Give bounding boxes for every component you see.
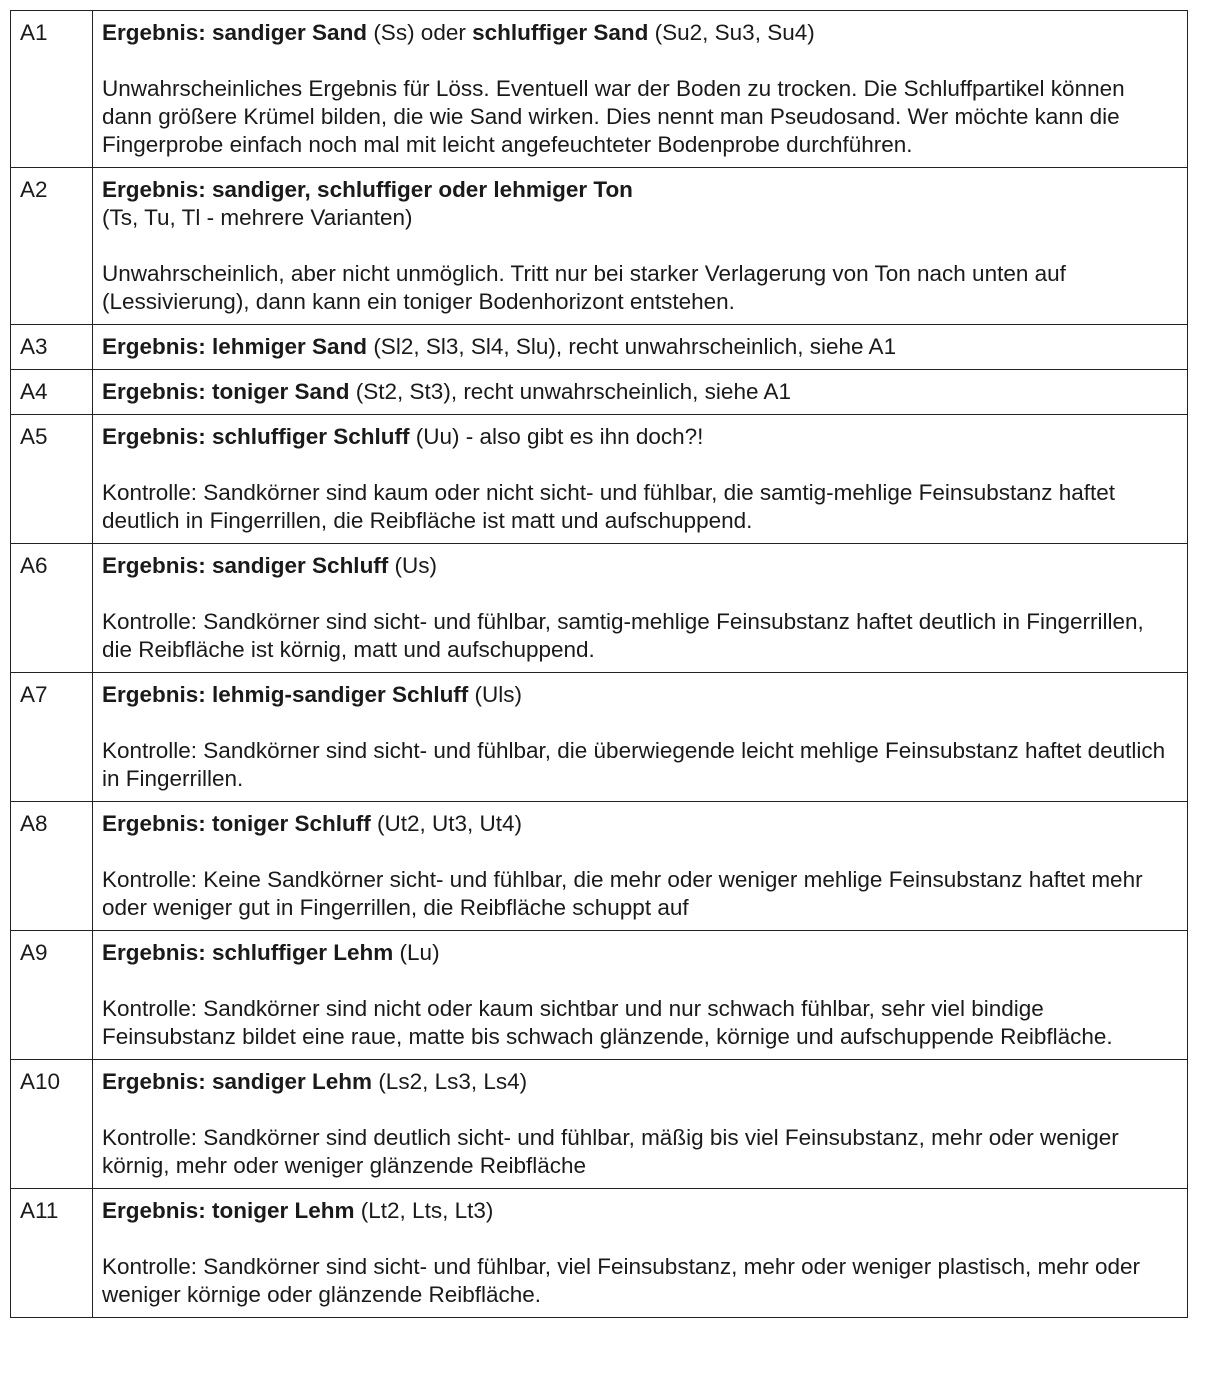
row-id-cell: [11, 11, 93, 168]
result-line: [102, 1197, 1179, 1225]
result-title: Ergebnis: sandiger Lehm: [102, 1069, 373, 1094]
table-row-a2: [11, 168, 1188, 325]
result-note: Kontrolle: Sandkörner sind kaum oder nicht sicht- und fühlbar, die samtig-mehlige Feinsubstanz haftet deutlich in Fingerrillen, die Reibfläche ist matt und aufschuppend.: [102, 480, 1116, 533]
result-title: Ergebnis: toniger Lehm: [102, 1198, 355, 1223]
paragraph-gap: [102, 580, 1179, 608]
row-id: A4: [20, 379, 48, 404]
paragraph-gap: [102, 232, 1179, 260]
row-id-cell: [11, 370, 93, 415]
row-id: A3: [20, 334, 48, 359]
result-details: [367, 334, 896, 359]
result-note: Kontrolle: Sandkörner sind sicht- und fühlbar, samtig-mehlige Feinsubstanz haftet deutlich in Fingerrillen, die Reibfläche ist körnig, matt und aufschuppend.: [102, 609, 1144, 662]
result-note: Kontrolle: Sandkörner sind sicht- und fühlbar, die überwiegende leicht mehlige Feinsubstanz haftet deutlich in Fingerrillen.: [102, 738, 1166, 791]
row-content-cell: [93, 544, 1188, 673]
row-content-cell: [93, 1060, 1188, 1189]
paragraph-gap: [102, 451, 1179, 479]
row-id-cell: [11, 673, 93, 802]
row-id: A5: [20, 424, 48, 449]
result-details: [388, 553, 437, 578]
result-detail-part: (Uls): [468, 682, 523, 707]
table-row-a4: [11, 370, 1188, 415]
table-row-a3: [11, 325, 1188, 370]
row-id: A11: [20, 1198, 59, 1223]
result-detail-part: (Uu) - also gibt es ihn doch?!: [409, 424, 704, 449]
result-details: [468, 682, 522, 707]
row-content-cell: [93, 370, 1188, 415]
result-details: [393, 940, 439, 965]
table-row-a1: [11, 11, 1188, 168]
row-id-cell: [11, 931, 93, 1060]
result-line: [102, 552, 1179, 580]
paragraph-gap: [102, 967, 1179, 995]
paragraph-gap: [102, 1225, 1179, 1253]
result-detail-part: (Lt2, Lts, Lt3): [354, 1198, 494, 1223]
row-id: A1: [20, 20, 48, 45]
result-line: [102, 681, 1179, 709]
result-title-part: schluffiger Sand: [472, 20, 649, 45]
result-title: Ergebnis: lehmig-sandiger Schluff: [102, 682, 469, 707]
table-row-a7: [11, 673, 1188, 802]
result-line: [102, 423, 1179, 451]
results-table-body: [11, 11, 1188, 1318]
table-row-a11: [11, 1189, 1188, 1318]
result-note: Unwahrscheinlich, aber nicht unmöglich. Tritt nur bei starker Verlagerung von Ton nach unten auf (Lessivierung), dann kann ein toniger Bodenhorizont entstehen.: [102, 261, 1066, 314]
result-detail-part: (Ls2, Ls3, Ls4): [372, 1069, 528, 1094]
result-detail-part: (Ut2, Ut3, Ut4): [370, 811, 523, 836]
row-id-cell: [11, 544, 93, 673]
result-note: Kontrolle: Sandkörner sind nicht oder kaum sichtbar und nur schwach fühlbar, sehr viel bindige Feinsubstanz bildet eine raue, matte bis schwach glänzende, körnige und aufschuppende Reibfläche.: [102, 996, 1113, 1049]
row-id-cell: [11, 802, 93, 931]
result-details: [367, 20, 815, 45]
row-id-cell: [11, 1189, 93, 1318]
result-detail-part: (Us): [388, 553, 438, 578]
row-id: A9: [20, 940, 48, 965]
result-note: Kontrolle: Sandkörner sind deutlich sicht- und fühlbar, mäßig bis viel Feinsubstanz, mehr oder weniger körnig, mehr oder weniger glänzende Reibfläche: [102, 1125, 1119, 1178]
table-row-a6: [11, 544, 1188, 673]
result-details: [372, 1069, 527, 1094]
row-id-cell: [11, 415, 93, 544]
result-title: Ergebnis: sandiger Schluff: [102, 553, 389, 578]
result-line: [102, 378, 1179, 406]
row-id: A10: [20, 1069, 61, 1094]
result-line: [102, 176, 1179, 204]
table-row-a9: [11, 931, 1188, 1060]
result-details: [350, 379, 791, 404]
result-title: Ergebnis: schluffiger Lehm: [102, 940, 394, 965]
row-id: A8: [20, 811, 48, 836]
paragraph-gap: [102, 47, 1179, 75]
row-id: A6: [20, 553, 48, 578]
result-line: [102, 939, 1179, 967]
paragraph-gap: [102, 709, 1179, 737]
table-row-a10: [11, 1060, 1188, 1189]
result-line: [102, 19, 1179, 47]
row-id: A7: [20, 682, 48, 707]
row-content-cell: [93, 673, 1188, 802]
row-content-cell: [93, 325, 1188, 370]
result-note: Unwahrscheinliches Ergebnis für Löss. Eventuell war der Boden zu trocken. Die Schluffpartikel können dann größere Krümel bilden, die wie Sand wirken. Dies nennt man Pseudosand. Wer möchte kann die Fingerprobe einfach noch mal mit leicht angefeuchteter Bodenprobe durchführen.: [102, 76, 1125, 157]
result-detail-part: (Ss) oder: [367, 20, 473, 45]
table-row-a8: [11, 802, 1188, 931]
row-content-cell: [93, 415, 1188, 544]
row-content-cell: [93, 11, 1188, 168]
row-id: A2: [20, 177, 48, 202]
paragraph-gap: [102, 838, 1179, 866]
result-detail-part: (St2, St3), recht unwahrscheinlich, siehe A1: [349, 379, 792, 404]
row-id-cell: [11, 325, 93, 370]
row-content-cell: [93, 931, 1188, 1060]
result-title: Ergebnis: toniger Sand: [102, 379, 350, 404]
row-content-cell: [93, 168, 1188, 325]
result-title: Ergebnis: sandiger, schluffiger oder lehmiger Ton: [102, 177, 633, 202]
result-details: [410, 424, 704, 449]
result-details: [355, 1198, 494, 1223]
table-row-a5: [11, 415, 1188, 544]
result-note: Kontrolle: Keine Sandkörner sicht- und fühlbar, die mehr oder weniger mehlige Feinsubstanz haftet mehr oder weniger gut in Fingerrillen, die Reibfläche schuppt auf: [102, 867, 1143, 920]
row-id-cell: [11, 168, 93, 325]
result-line: [102, 1068, 1179, 1096]
result-line: [102, 333, 1179, 361]
paragraph-gap: [102, 1096, 1179, 1124]
result-title: Ergebnis: sandiger Sand: [102, 20, 368, 45]
result-detail-part: (Lu): [393, 940, 440, 965]
result-detail-part: (Su2, Su3, Su4): [648, 20, 815, 45]
result-title: Ergebnis: schluffiger Schluff: [102, 424, 410, 449]
result-details: [371, 811, 522, 836]
result-title: Ergebnis: toniger Schluff: [102, 811, 371, 836]
result-line: [102, 810, 1179, 838]
result-title: Ergebnis: lehmiger Sand: [102, 334, 368, 359]
row-id-cell: [11, 1060, 93, 1189]
results-table: [10, 10, 1188, 1318]
row-content-cell: [93, 802, 1188, 931]
result-detail-part: (Sl2, Sl3, Sl4, Slu), recht unwahrscheinlich, siehe A1: [367, 334, 897, 359]
result-note: Kontrolle: Sandkörner sind sicht- und fühlbar, viel Feinsubstanz, mehr oder weniger plastisch, mehr oder weniger körnige oder glänzende Reibfläche.: [102, 1254, 1141, 1307]
row-content-cell: [93, 1189, 1188, 1318]
result-codes: (Ts, Tu, Tl - mehrere Varianten): [102, 205, 413, 230]
